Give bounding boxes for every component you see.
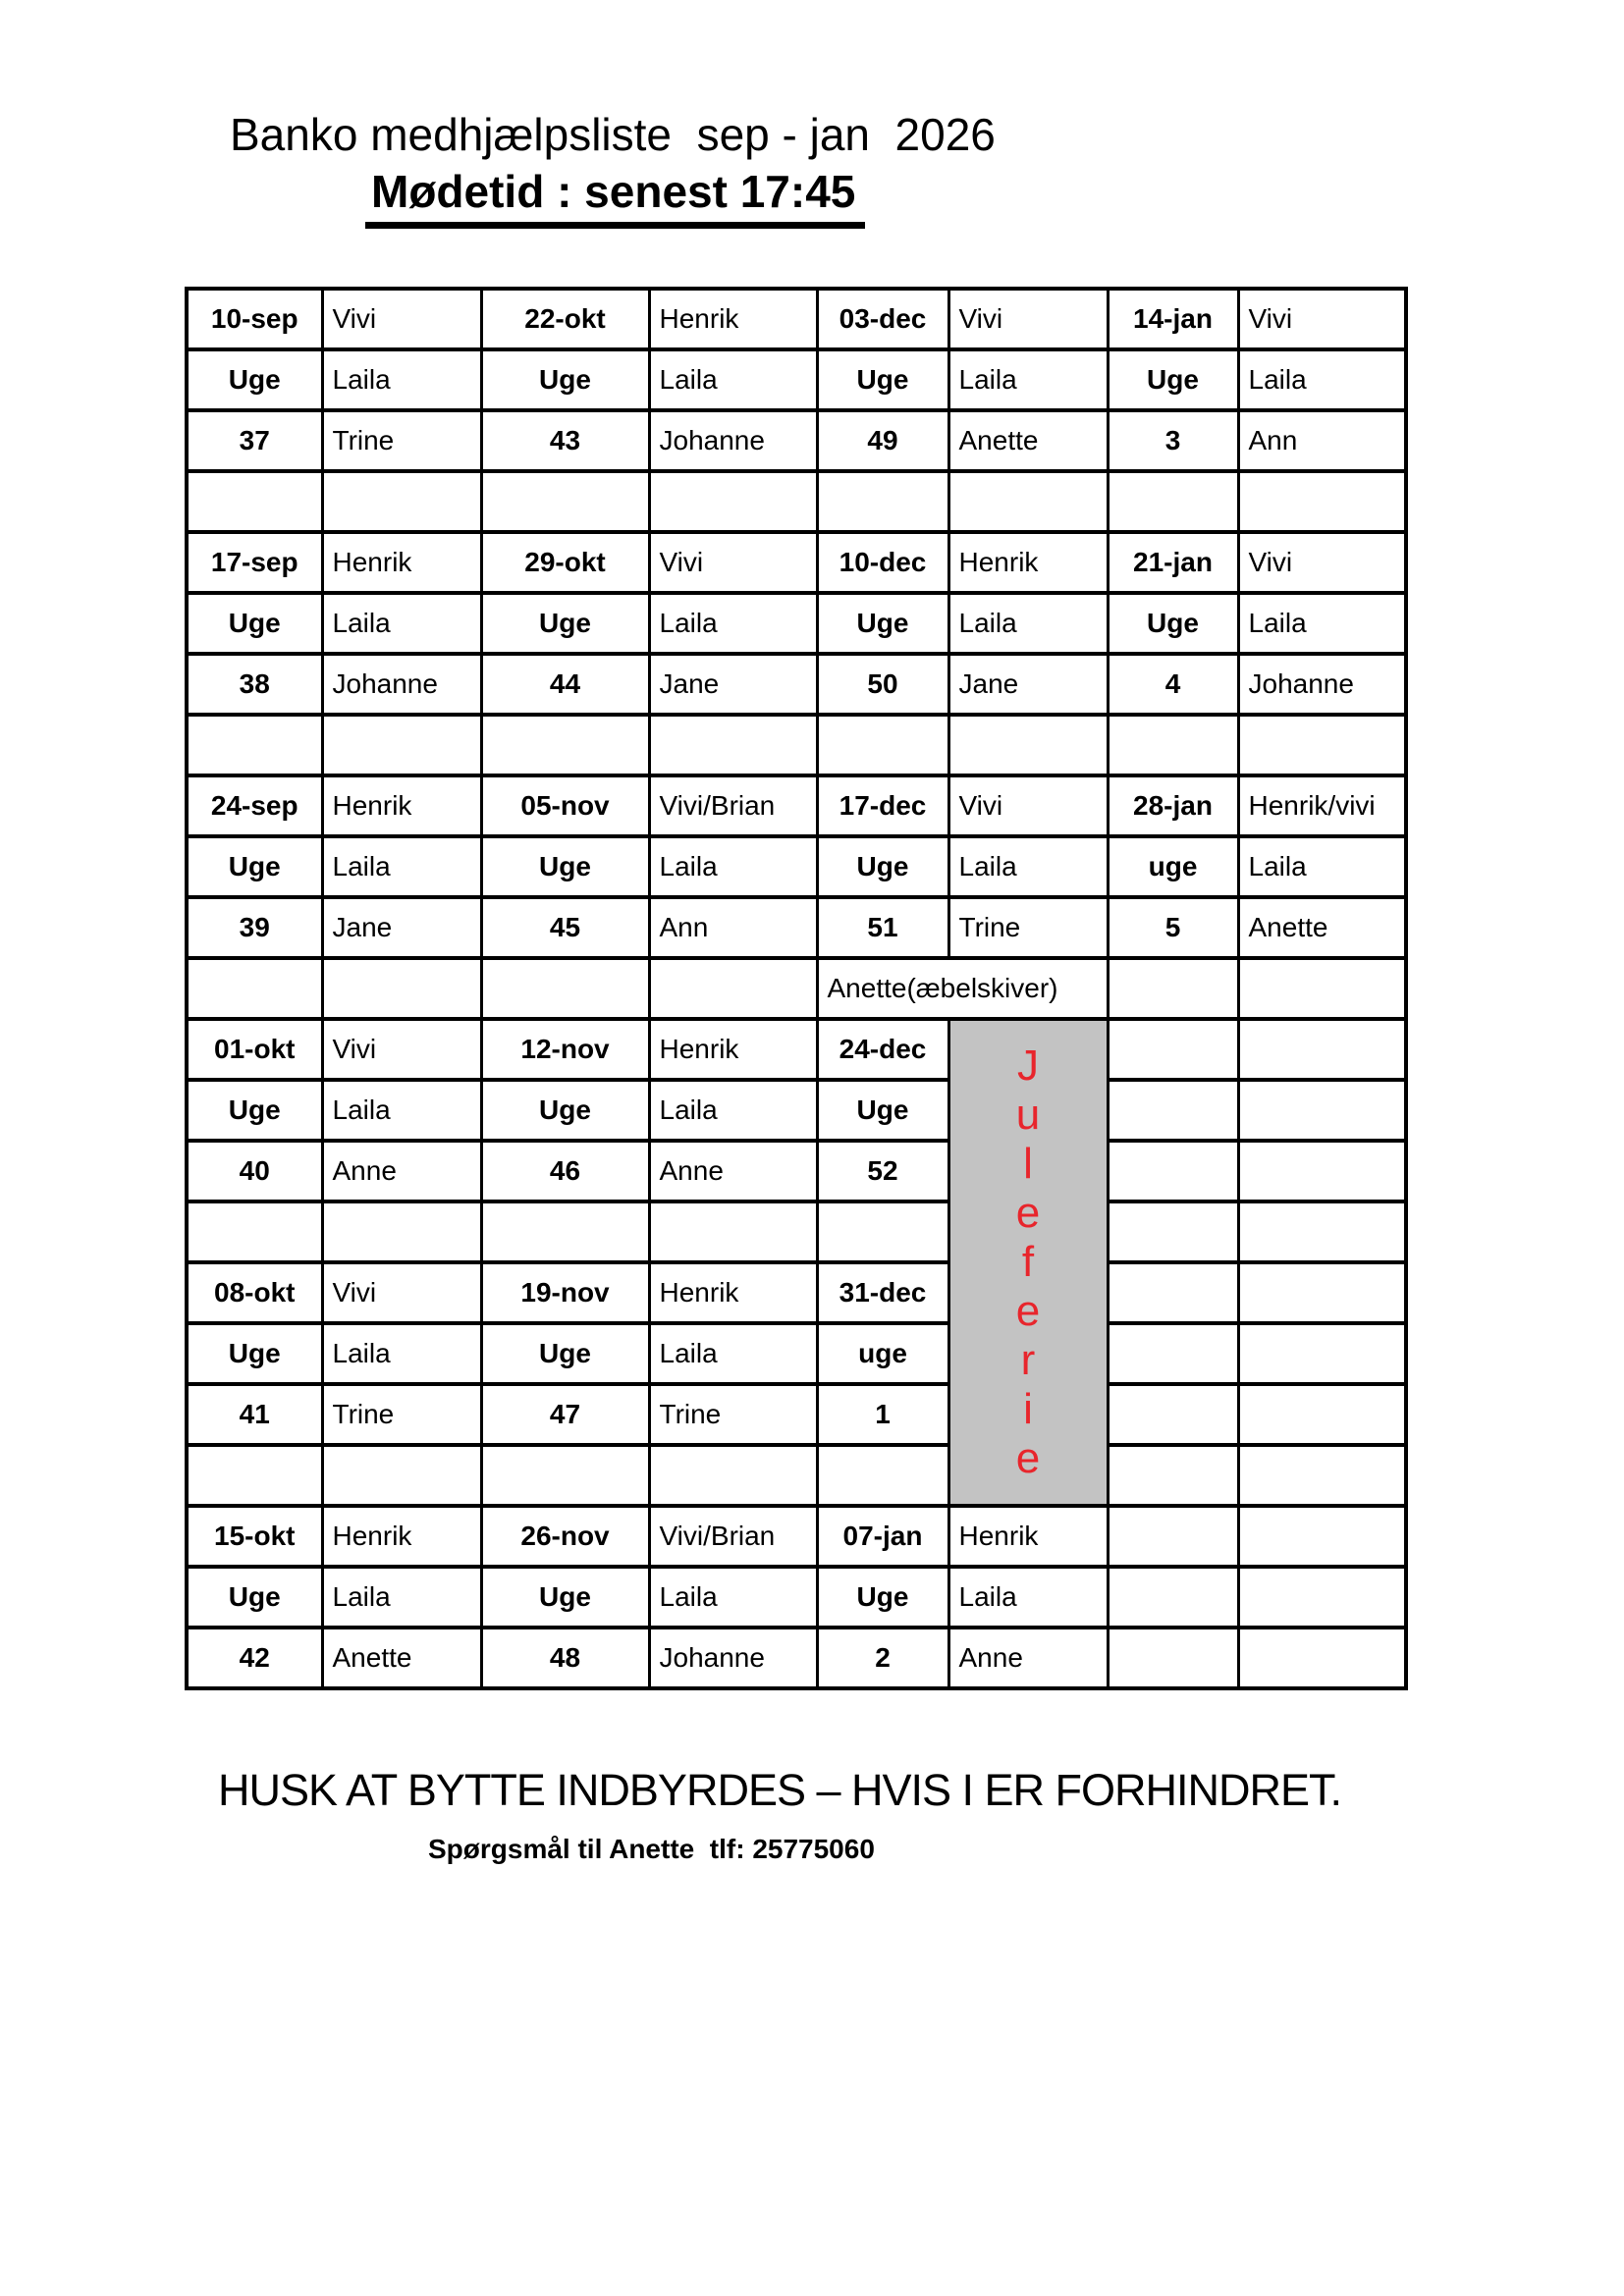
helper-name-cell: Laila — [322, 1323, 481, 1384]
week-number-cell: 45 — [481, 897, 649, 958]
date-cell: 14-jan — [1108, 289, 1238, 349]
empty-cell — [1238, 1080, 1406, 1141]
week-label-cell: Uge — [187, 1080, 322, 1141]
table-row — [187, 836, 1406, 897]
helper-name-cell: Vivi — [948, 289, 1108, 349]
helper-name-cell: Laila — [322, 836, 481, 897]
table-row — [187, 1567, 1406, 1628]
week-label-cell: Uge — [1108, 349, 1238, 410]
helper-name-cell: Laila — [322, 1080, 481, 1141]
juleferie-letter: f — [1021, 1238, 1035, 1286]
empty-cell — [481, 1445, 649, 1506]
helper-name-cell: Johanne — [649, 1628, 817, 1688]
empty-cell — [1108, 1080, 1238, 1141]
week-label-cell: uge — [1108, 836, 1238, 897]
helper-name-cell: Laila — [322, 1567, 481, 1628]
helper-name-cell: Trine — [322, 1384, 481, 1445]
empty-cell — [817, 1201, 948, 1262]
empty-cell — [481, 958, 649, 1019]
helper-name-cell: Laila — [649, 593, 817, 654]
helper-name-cell: Henrik — [322, 532, 481, 593]
empty-cell — [322, 715, 481, 775]
helper-name-cell: Vivi — [1238, 532, 1406, 593]
empty-cell — [322, 1445, 481, 1506]
footer-contact: Spørgsmål til Anette tlf: 25775060 — [428, 1834, 875, 1864]
empty-cell — [1108, 1201, 1238, 1262]
helper-name-cell: Laila — [1238, 836, 1406, 897]
empty-cell — [817, 471, 948, 532]
helper-name-cell: Henrik — [649, 1262, 817, 1323]
table-row — [187, 1445, 1406, 1506]
table-row — [187, 1506, 1406, 1567]
helper-name-cell: Laila — [948, 593, 1108, 654]
date-cell: 12-nov — [481, 1019, 649, 1080]
week-label-cell: Uge — [1108, 593, 1238, 654]
helper-name-cell: Henrik — [948, 1506, 1108, 1567]
date-cell: 10-sep — [187, 289, 322, 349]
helper-name-cell: Jane — [649, 654, 817, 715]
week-label-cell: Uge — [187, 836, 322, 897]
juleferie-letter: u — [1015, 1091, 1041, 1139]
footer-warning: HUSK AT BYTTE INDBYRDES – HVIS I ER FORHINDRET. — [218, 1765, 1342, 1815]
week-label-cell: Uge — [481, 1567, 649, 1628]
empty-cell — [649, 471, 817, 532]
empty-cell — [817, 1445, 948, 1506]
helper-name-cell: Vivi/Brian — [649, 775, 817, 836]
date-cell: 22-okt — [481, 289, 649, 349]
helper-name-cell: Vivi — [649, 532, 817, 593]
helper-name-cell: Laila — [948, 1567, 1108, 1628]
date-cell: 21-jan — [1108, 532, 1238, 593]
page-subtitle: Mødetid : senest 17:45 — [365, 165, 865, 229]
juleferie-letter: e — [1015, 1189, 1041, 1237]
helper-name-cell: Anne — [948, 1628, 1108, 1688]
empty-cell — [1238, 1262, 1406, 1323]
juleferie-cell — [948, 1019, 1108, 1506]
helper-name-cell: Vivi/Brian — [649, 1506, 817, 1567]
helper-name-cell: Ann — [649, 897, 817, 958]
juleferie-letter: i — [1023, 1385, 1033, 1433]
date-cell: 19-nov — [481, 1262, 649, 1323]
helper-name-cell: Laila — [1238, 349, 1406, 410]
date-cell: 15-okt — [187, 1506, 322, 1567]
week-label-cell: Uge — [481, 836, 649, 897]
week-number-cell: 5 — [1108, 897, 1238, 958]
helper-name-cell: Laila — [322, 349, 481, 410]
empty-cell — [1238, 1323, 1406, 1384]
empty-cell — [1108, 1019, 1238, 1080]
helper-name-cell: Johanne — [322, 654, 481, 715]
week-label-cell: Uge — [817, 836, 948, 897]
helper-name-cell: Anne — [649, 1141, 817, 1201]
empty-cell — [1108, 958, 1238, 1019]
helper-name-cell: Laila — [649, 349, 817, 410]
empty-cell — [481, 715, 649, 775]
empty-cell — [1108, 1506, 1238, 1567]
date-cell: 31-dec — [817, 1262, 948, 1323]
empty-cell — [1238, 1506, 1406, 1567]
week-number-cell: 38 — [187, 654, 322, 715]
empty-cell — [649, 1445, 817, 1506]
empty-cell — [948, 715, 1108, 775]
table-row — [187, 532, 1406, 593]
week-number-cell: 44 — [481, 654, 649, 715]
helper-name-cell: Laila — [948, 349, 1108, 410]
helper-name-cell: Jane — [322, 897, 481, 958]
juleferie-letter: e — [1015, 1287, 1041, 1335]
helper-name-cell: Vivi — [948, 775, 1108, 836]
table-row — [187, 1080, 1406, 1141]
week-label-cell: Uge — [187, 1567, 322, 1628]
empty-cell — [649, 1201, 817, 1262]
helper-name-cell: Henrik — [948, 532, 1108, 593]
helper-name-cell: Johanne — [649, 410, 817, 471]
schedule-table-body — [187, 289, 1406, 1688]
empty-cell — [649, 715, 817, 775]
empty-cell — [187, 958, 322, 1019]
week-label-cell: Uge — [187, 349, 322, 410]
week-label-cell: Uge — [481, 1323, 649, 1384]
helper-name-cell: Trine — [322, 410, 481, 471]
juleferie-vertical-text — [950, 1021, 1107, 1504]
helper-name-cell: Henrik — [649, 1019, 817, 1080]
week-number-cell: 3 — [1108, 410, 1238, 471]
date-cell: 10-dec — [817, 532, 948, 593]
week-label-cell: uge — [817, 1323, 948, 1384]
holiday-note-cell: Anette(æbelskiver) — [817, 958, 1108, 1019]
helper-name-cell: Vivi — [322, 1019, 481, 1080]
juleferie-letter: l — [1023, 1140, 1033, 1188]
helper-name-cell: Laila — [1238, 593, 1406, 654]
date-cell: 07-jan — [817, 1506, 948, 1567]
empty-cell — [1238, 1019, 1406, 1080]
week-number-cell: 52 — [817, 1141, 948, 1201]
date-cell: 29-okt — [481, 532, 649, 593]
empty-cell — [649, 958, 817, 1019]
week-label-cell: Uge — [817, 349, 948, 410]
date-cell: 01-okt — [187, 1019, 322, 1080]
empty-cell — [948, 471, 1108, 532]
empty-cell — [187, 715, 322, 775]
week-label-cell: Uge — [187, 593, 322, 654]
helper-name-cell: Laila — [322, 593, 481, 654]
table-row — [187, 775, 1406, 836]
table-row — [187, 289, 1406, 349]
empty-cell — [817, 715, 948, 775]
empty-cell — [322, 1201, 481, 1262]
date-cell: 08-okt — [187, 1262, 322, 1323]
empty-cell — [322, 958, 481, 1019]
empty-cell — [1108, 471, 1238, 532]
empty-cell — [1108, 1384, 1238, 1445]
helper-name-cell: Vivi — [322, 289, 481, 349]
week-number-cell: 2 — [817, 1628, 948, 1688]
helper-name-cell: Vivi — [1238, 289, 1406, 349]
helper-name-cell: Trine — [649, 1384, 817, 1445]
juleferie-letter: r — [1020, 1336, 1036, 1384]
week-number-cell: 42 — [187, 1628, 322, 1688]
juleferie-letter: J — [1017, 1041, 1039, 1090]
helper-name-cell: Anette — [1238, 897, 1406, 958]
empty-cell — [1238, 1141, 1406, 1201]
empty-cell — [322, 471, 481, 532]
empty-cell — [481, 471, 649, 532]
helper-name-cell: Vivi — [322, 1262, 481, 1323]
helper-name-cell: Henrik/vivi — [1238, 775, 1406, 836]
week-number-cell: 43 — [481, 410, 649, 471]
date-cell: 28-jan — [1108, 775, 1238, 836]
empty-cell — [1238, 715, 1406, 775]
helper-name-cell: Anne — [322, 1141, 481, 1201]
helper-name-cell: Ann — [1238, 410, 1406, 471]
helper-name-cell: Johanne — [1238, 654, 1406, 715]
table-row — [187, 410, 1406, 471]
empty-cell — [1108, 1445, 1238, 1506]
table-row — [187, 1323, 1406, 1384]
empty-cell — [1108, 715, 1238, 775]
week-number-cell: 40 — [187, 1141, 322, 1201]
date-cell: 03-dec — [817, 289, 948, 349]
table-row — [187, 1141, 1406, 1201]
week-number-cell: 39 — [187, 897, 322, 958]
helper-name-cell: Trine — [948, 897, 1108, 958]
empty-cell — [187, 1201, 322, 1262]
week-number-cell: 1 — [817, 1384, 948, 1445]
date-cell: 24-dec — [817, 1019, 948, 1080]
empty-cell — [1108, 1323, 1238, 1384]
date-cell: 24-sep — [187, 775, 322, 836]
date-cell: 17-sep — [187, 532, 322, 593]
helper-name-cell: Anette — [322, 1628, 481, 1688]
empty-cell — [1108, 1567, 1238, 1628]
empty-cell — [1238, 1201, 1406, 1262]
week-label-cell: Uge — [481, 593, 649, 654]
empty-cell — [1238, 1384, 1406, 1445]
table-row — [187, 715, 1406, 775]
week-number-cell: 41 — [187, 1384, 322, 1445]
empty-cell — [1108, 1262, 1238, 1323]
table-row — [187, 593, 1406, 654]
table-row — [187, 1201, 1406, 1262]
table-row — [187, 654, 1406, 715]
week-label-cell: Uge — [817, 1080, 948, 1141]
helper-name-cell: Anette — [948, 410, 1108, 471]
empty-cell — [1108, 1141, 1238, 1201]
helper-name-cell: Jane — [948, 654, 1108, 715]
table-row — [187, 349, 1406, 410]
table-row — [187, 1262, 1406, 1323]
table-row — [187, 471, 1406, 532]
week-label-cell: Uge — [481, 1080, 649, 1141]
week-label-cell: Uge — [187, 1323, 322, 1384]
table-row — [187, 1019, 1406, 1080]
page-title: Banko medhjælpsliste sep - jan 2026 — [230, 109, 996, 160]
week-number-cell: 48 — [481, 1628, 649, 1688]
empty-cell — [187, 471, 322, 532]
empty-cell — [1238, 1567, 1406, 1628]
week-number-cell: 4 — [1108, 654, 1238, 715]
helper-name-cell: Laila — [649, 1080, 817, 1141]
helper-name-cell: Laila — [649, 1323, 817, 1384]
date-cell: 26-nov — [481, 1506, 649, 1567]
week-number-cell: 49 — [817, 410, 948, 471]
schedule-table — [185, 287, 1408, 1690]
helper-name-cell: Laila — [948, 836, 1108, 897]
date-cell: 05-nov — [481, 775, 649, 836]
table-row — [187, 958, 1406, 1019]
empty-cell — [1238, 1445, 1406, 1506]
week-number-cell: 46 — [481, 1141, 649, 1201]
juleferie-letter: e — [1015, 1434, 1041, 1482]
date-cell: 17-dec — [817, 775, 948, 836]
table-row — [187, 897, 1406, 958]
helper-name-cell: Henrik — [322, 775, 481, 836]
helper-name-cell: Henrik — [322, 1506, 481, 1567]
week-label-cell: Uge — [481, 349, 649, 410]
helper-name-cell: Henrik — [649, 289, 817, 349]
empty-cell — [1238, 471, 1406, 532]
week-number-cell: 47 — [481, 1384, 649, 1445]
helper-name-cell: Laila — [649, 1567, 817, 1628]
table-row — [187, 1628, 1406, 1688]
empty-cell — [1108, 1628, 1238, 1688]
week-number-cell: 51 — [817, 897, 948, 958]
empty-cell — [481, 1201, 649, 1262]
empty-cell — [187, 1445, 322, 1506]
empty-cell — [1238, 958, 1406, 1019]
helper-name-cell: Laila — [649, 836, 817, 897]
table-row — [187, 1384, 1406, 1445]
week-number-cell: 50 — [817, 654, 948, 715]
week-label-cell: Uge — [817, 593, 948, 654]
week-number-cell: 37 — [187, 410, 322, 471]
week-label-cell: Uge — [817, 1567, 948, 1628]
empty-cell — [1238, 1628, 1406, 1688]
